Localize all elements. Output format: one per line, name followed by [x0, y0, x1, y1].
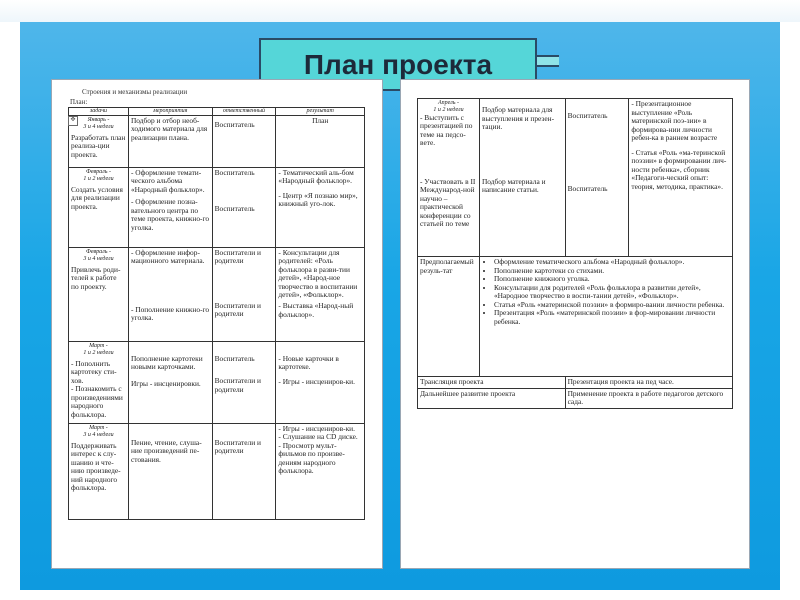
translation-label-cell: Трансляция проекта — [418, 377, 566, 389]
result-cell — [276, 247, 365, 341]
task-text: Создать условия для реализации проекта. — [71, 184, 123, 211]
result-text: - Презентационное выступление «Роль материнской поэ-зии» в формирова-нии личности ребен-ка в раннем возрасте — [631, 99, 718, 143]
stage-label: Январь - 3 и 4 недели — [83, 116, 114, 130]
development-label-cell: Дальнейшее развитие проекта — [418, 388, 566, 408]
actions-cell: Подбор и отбор необ-ходимого материала для реализации плана. — [128, 115, 212, 167]
result-text: - Центр «Я познаю мир», книжный уго-лок. — [278, 190, 358, 209]
responsible-text: Воспитатели и родители — [214, 437, 261, 456]
table-row — [418, 377, 733, 389]
action-text: Пение, чтение, слуша-ние произведений пе-стования. — [130, 437, 202, 464]
responsible-cell — [212, 341, 276, 423]
task-cell — [69, 167, 129, 247]
actions-cell — [128, 341, 212, 423]
responsible-text: Воспитатель — [567, 183, 608, 193]
responsible-text: Воспитатель — [214, 204, 255, 214]
responsible-cell — [565, 99, 629, 257]
action-text: - Оформление темати-ческого альбома «Народный фольклор». — [130, 167, 205, 194]
stage-label: Апрель - 1 и 2 недели — [433, 100, 464, 113]
actions-cell — [128, 167, 212, 247]
stage-label: Март - 1 и 2 недели — [83, 342, 114, 356]
expected-results-cell — [479, 257, 732, 377]
header-responsible: ответственный — [212, 108, 276, 116]
table-row — [69, 341, 365, 423]
actions-cell — [128, 247, 212, 341]
table-move-handle-icon[interactable]: ✥ — [68, 116, 78, 126]
stage-label: Февраль - 1 и 2 недели — [83, 168, 114, 182]
task-cell — [69, 341, 129, 423]
responsible-text: Воспитатель — [214, 353, 255, 363]
task-text: Разработать план реализа-ции проекта. — [71, 132, 126, 159]
task-text: - Выступить с презентацией по теме на педсо-вете. — [420, 112, 473, 148]
result-text: - Игры - инсцениров-ки. — [278, 423, 355, 433]
result-text: - Новые карточки в картотеке. — [278, 353, 339, 372]
result-cell — [276, 341, 365, 423]
list-item: • Презентация «Роль «материнской поэзии» в фор-мировании личности ребенка. — [494, 309, 730, 326]
structure-caption: Строения и механизмы реализации — [82, 88, 188, 96]
result-text: - Статья «Роль «ма-теринской поэзии» в формировании лич-ности ребенка», сборник «Педагоги-ческий опыт: теория, методика, практика». — [631, 147, 727, 191]
action-text: - Пополнение книжно-го уголка. — [130, 304, 210, 323]
responsible-cell — [212, 247, 276, 341]
slide-top-strip — [0, 0, 800, 22]
result-text: - Консультации для родителей: «Роль фольклора в разви-тии детей», «Народ-ное творчество в воспитании детей», «Фольклор». — [278, 247, 358, 300]
result-text: - Слушание на CD диске. — [278, 432, 358, 442]
result-text: - Тематический аль-бом «Народный фольклор». — [278, 167, 354, 186]
table-row — [418, 257, 733, 377]
stage-label: Март - 3 и 4 недели — [83, 424, 114, 438]
list-item: • Статья «Роль «материнской поэзии» в формиро-вании личности ребенка. — [494, 301, 730, 310]
responsible-text: Воспитатель — [567, 111, 608, 120]
responsible-text: Воспитатели и родители — [214, 247, 261, 266]
list-item: • Пополнение книжного уголка. — [494, 275, 730, 284]
translation-value-cell: Презентация проекта на пед часе. — [565, 377, 732, 389]
actions-cell — [479, 99, 565, 257]
responsible-text: Воспитатель — [214, 119, 255, 129]
slide-title: План проекта — [259, 38, 537, 91]
responsible-text: Воспитатели и родители — [214, 300, 261, 319]
table-row — [418, 99, 733, 257]
plan-table-left — [68, 107, 365, 520]
actions-cell — [128, 423, 212, 519]
result-cell — [276, 167, 365, 247]
list-item: • Пополнение картотеки со стихами. — [494, 267, 730, 276]
result-cell — [276, 423, 365, 519]
task-text: Поддерживать интерес к слу-шанию и чте-нию произведе-ний народного фольклора. — [71, 440, 121, 493]
header-tasks: задачи — [69, 108, 129, 116]
table-header-row — [69, 108, 365, 116]
expected-results-list — [482, 258, 730, 326]
responsible-cell — [212, 423, 276, 519]
table-row — [69, 247, 365, 341]
result-text: - Выставка «Народ-ный фольклор». — [278, 300, 354, 319]
responsible-text: Воспитатели и родители — [214, 376, 261, 394]
action-text: Подбор материала для выступления и презен-тации. — [481, 105, 555, 132]
task-text: Привлечь роди-телей к работе по проекту. — [71, 264, 121, 291]
list-item: • Консультации для родителей «Роль фольклора в развитии детей», «Народное творчество в воспи-тании детей», «Фольклор». — [494, 284, 730, 301]
result-text: План — [312, 115, 329, 125]
responsible-text: Воспитатель — [214, 167, 255, 177]
task-cell — [69, 423, 129, 519]
task-text: - Участвовать в II Международ-ной научно – практической конференции со статьей по теме — [420, 176, 476, 229]
table-row — [69, 167, 365, 247]
action-text: - Оформление инфор-мационного материала. — [130, 247, 205, 266]
action-text: - Оформление позна-вательного центра по теме проекта, книжно-го уголка. — [130, 197, 210, 232]
development-value-cell: Применение проекта в работе педагогов детского сада. — [565, 388, 732, 408]
action-text: Игры - инсценировки. — [130, 378, 201, 388]
task-cell — [418, 99, 480, 257]
result-cell — [276, 115, 365, 167]
header-result: результат — [276, 108, 365, 116]
expected-label-cell: Предполагаемый резуль-тат — [418, 257, 480, 377]
document-page-right — [401, 80, 749, 568]
result-text: - Просмотр мульт-фильмов по произве-дениям народного фольклора. — [278, 440, 345, 476]
table-row — [418, 388, 733, 408]
document-page-left — [52, 80, 382, 568]
responsible-cell — [212, 115, 276, 167]
header-actions: мероприятия — [128, 108, 212, 116]
plan-table-right — [417, 98, 733, 409]
responsible-cell — [212, 167, 276, 247]
task-text: - Пополнить картотеку сти-хов. - Познакомить с произведениями народного фольклора. — [71, 358, 123, 419]
plan-caption: План: — [70, 98, 88, 106]
result-cell — [629, 99, 733, 257]
list-item: • Оформление тематического альбома «Народный фольклор». — [494, 258, 730, 267]
table-row — [69, 115, 365, 167]
action-text: Пополнение картотеки новыми карточками. — [130, 353, 203, 372]
result-text: - Игры - инсцениров-ки. — [278, 376, 355, 386]
task-cell — [69, 247, 129, 341]
action-text: Подбор материала и написание статьи. — [481, 176, 546, 195]
table-row — [69, 423, 365, 519]
stage-label: Февраль - 3 и 4 недели — [83, 248, 114, 262]
